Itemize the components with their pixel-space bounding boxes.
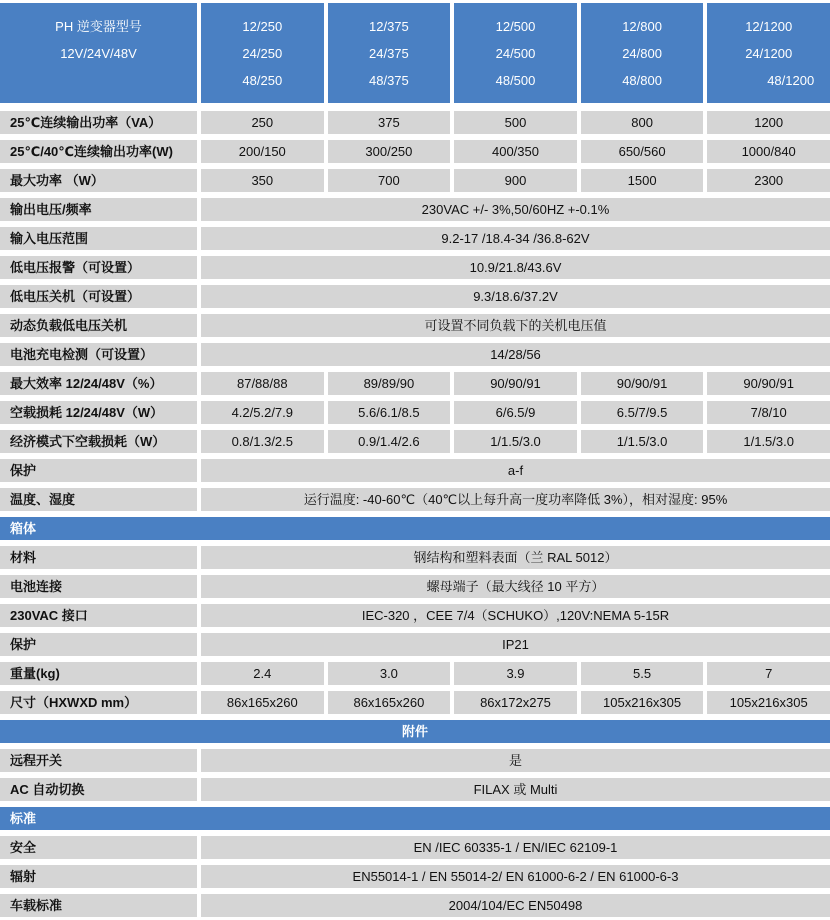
cell-value: 900 [454, 169, 577, 192]
cell-value: 2300 [707, 169, 830, 192]
row-label: 输出电压/频率 [0, 198, 197, 221]
table-row [0, 546, 830, 569]
cell-value: 2.4 [201, 662, 324, 685]
table-row [0, 111, 830, 134]
table-row [0, 169, 830, 192]
cell-value: 1/1.5/3.0 [454, 430, 577, 453]
cell-value: 4.2/5.2/7.9 [201, 401, 324, 424]
section-bar-accessories: 附件 [0, 720, 830, 743]
cell-value: 1/1.5/3.0 [581, 430, 704, 453]
section-bar-standards: 标准 [0, 807, 830, 830]
cell-value: 90/90/91 [581, 372, 704, 395]
table-row [0, 662, 830, 685]
cell-value: 86x172x275 [454, 691, 577, 714]
table-row [0, 401, 830, 424]
cell-value: EN /IEC 60335-1 / EN/IEC 62109-1 [201, 836, 830, 859]
cell-value: 可设置不同负载下的关机电压值 [201, 314, 830, 337]
table-row [0, 285, 830, 308]
column-header-375: 12/375 24/375 48/375 [328, 3, 451, 103]
cell-value: 86x165x260 [201, 691, 324, 714]
table-row [0, 256, 830, 279]
row-label: 安全 [0, 836, 197, 859]
row-label: 输入电压范围 [0, 227, 197, 250]
cell-value: a-f [201, 459, 830, 482]
table-row [0, 343, 830, 366]
cell-value: 1000/840 [707, 140, 830, 163]
table-row [0, 198, 830, 221]
row-label: 低电压关机（可设置） [0, 285, 197, 308]
cell-value: 6/6.5/9 [454, 401, 577, 424]
row-label: 空载损耗 12/24/48V（W） [0, 401, 197, 424]
cell-value: 90/90/91 [707, 372, 830, 395]
row-label: 车载标准 [0, 894, 197, 917]
cell-value: 0.9/1.4/2.6 [328, 430, 451, 453]
row-label: 保护 [0, 633, 197, 656]
cell-value: 700 [328, 169, 451, 192]
cell-value: 800 [581, 111, 704, 134]
cell-value: 1200 [707, 111, 830, 134]
cell-value: 3.9 [454, 662, 577, 685]
table-header [0, 3, 830, 103]
cell-value: 14/28/56 [201, 343, 830, 366]
table-row [0, 140, 830, 163]
column-header-500: 12/500 24/500 48/500 [454, 3, 577, 103]
cell-value: 9.3/18.6/37.2V [201, 285, 830, 308]
cell-value: 是 [201, 749, 830, 772]
cell-value: 375 [328, 111, 451, 134]
cell-value: 87/88/88 [201, 372, 324, 395]
column-header-250: 12/250 24/250 48/250 [201, 3, 324, 103]
cell-value: IP21 [201, 633, 830, 656]
column-header-800: 12/800 24/800 48/800 [581, 3, 704, 103]
cell-value: 10.9/21.8/43.6V [201, 256, 830, 279]
row-label: 低电压报警（可设置） [0, 256, 197, 279]
row-label: 最大功率 （W） [0, 169, 197, 192]
table-row [0, 488, 830, 511]
table-row [0, 691, 830, 714]
cell-value: 300/250 [328, 140, 451, 163]
column-header-1200: 12/1200 24/1200 48/1200 [707, 3, 830, 103]
model-voltages: 12V/24V/48V [60, 46, 137, 61]
cell-value: 400/350 [454, 140, 577, 163]
table-row [0, 459, 830, 482]
table-row [0, 314, 830, 337]
cell-value: 90/90/91 [454, 372, 577, 395]
cell-value: EN55014-1 / EN 55014-2/ EN 61000-6-2 / EN 61000-6-3 [201, 865, 830, 888]
cell-value: 200/150 [201, 140, 324, 163]
row-label: 电池充电检测（可设置） [0, 343, 197, 366]
table-row [0, 372, 830, 395]
cell-value: 7 [707, 662, 830, 685]
cell-value: 2004/104/EC EN50498 [201, 894, 830, 917]
table-row [0, 836, 830, 859]
cell-value: FILAX 或 Multi [201, 778, 830, 801]
row-label: 辐射 [0, 865, 197, 888]
cell-value: 运行温度: -40-60℃（40℃以上每升高一度功率降低 3%），相对湿度: 95% [201, 488, 830, 511]
row-label: 远程开关 [0, 749, 197, 772]
cell-value: 350 [201, 169, 324, 192]
table-row [0, 865, 830, 888]
row-label: 重量(kg) [0, 662, 197, 685]
cell-value: 89/89/90 [328, 372, 451, 395]
cell-value: 6.5/7/9.5 [581, 401, 704, 424]
section-bar-enclosure: 箱体 [0, 517, 830, 540]
row-label: 最大效率 12/24/48V（%） [0, 372, 197, 395]
cell-value: 105x216x305 [707, 691, 830, 714]
row-label: AC 自动切换 [0, 778, 197, 801]
model-title: PH 逆变器型号 [55, 19, 142, 34]
cell-value: 0.8/1.3/2.5 [201, 430, 324, 453]
cell-value: 7/8/10 [707, 401, 830, 424]
row-label: 温度、湿度 [0, 488, 197, 511]
cell-value: 650/560 [581, 140, 704, 163]
cell-value: 250 [201, 111, 324, 134]
row-label: 尺寸（HXWXD mm） [0, 691, 197, 714]
row-label: 25℃/40℃连续输出功率(W) [0, 140, 197, 163]
table-row [0, 575, 830, 598]
cell-value: 9.2-17 /18.4-34 /36.8-62V [201, 227, 830, 250]
table-row [0, 749, 830, 772]
row-label: 电池连接 [0, 575, 197, 598]
cell-value: 钢结构和塑料表面（兰 RAL 5012） [201, 546, 830, 569]
cell-value: 3.0 [328, 662, 451, 685]
model-header-cell [0, 3, 197, 103]
cell-value: 螺母端子（最大线径 10 平方） [201, 575, 830, 598]
table-row [0, 604, 830, 627]
cell-value: 230VAC +/- 3%,50/60HZ +-0.1% [201, 198, 830, 221]
cell-value: 500 [454, 111, 577, 134]
table-row [0, 778, 830, 801]
cell-value: 105x216x305 [581, 691, 704, 714]
cell-value: 5.5 [581, 662, 704, 685]
row-label: 材料 [0, 546, 197, 569]
row-label: 保护 [0, 459, 197, 482]
cell-value: 5.6/6.1/8.5 [328, 401, 451, 424]
table-row [0, 430, 830, 453]
cell-value: IEC-320 ，CEE 7/4（SCHUKO）,120V:NEMA 5-15R [201, 604, 830, 627]
cell-value: 1500 [581, 169, 704, 192]
cell-value: 86x165x260 [328, 691, 451, 714]
cell-value: 1/1.5/3.0 [707, 430, 830, 453]
row-label: 动态负载低电压关机 [0, 314, 197, 337]
row-label: 经济模式下空载损耗（W） [0, 430, 197, 453]
table-row [0, 894, 830, 917]
table-row [0, 227, 830, 250]
row-label: 25℃连续输出功率（VA） [0, 111, 197, 134]
table-row [0, 633, 830, 656]
row-label: 230VAC 接口 [0, 604, 197, 627]
